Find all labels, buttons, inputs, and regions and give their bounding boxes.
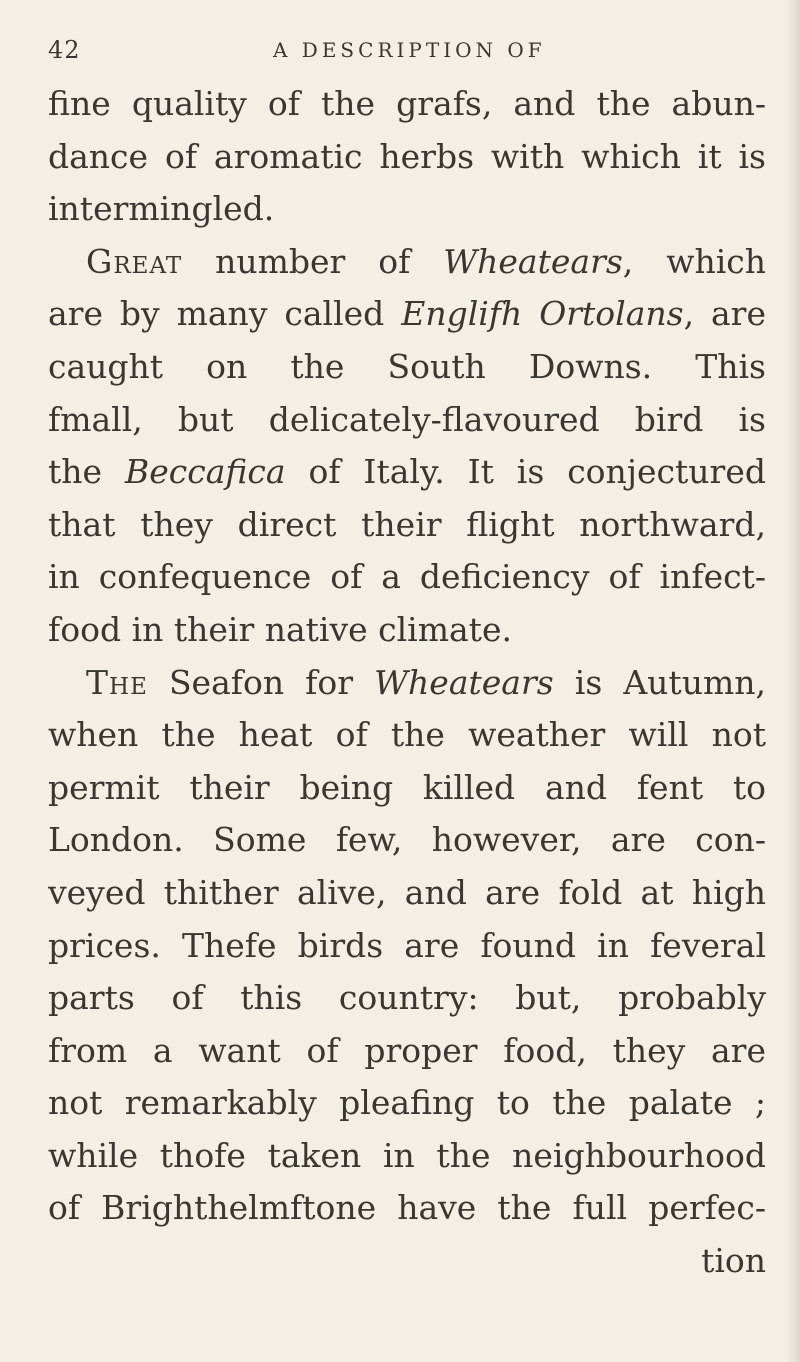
text-line: intermingled. bbox=[48, 189, 275, 229]
text-line: veyed thither alive, and are fold at high bbox=[48, 872, 766, 912]
text-line: from a want of proper food, they are bbox=[48, 1030, 766, 1070]
text-line: in confequence of a deficiency of infect- bbox=[48, 557, 766, 597]
text-span: of Italy. It is conjectured bbox=[285, 452, 766, 492]
text-line: of Brighthelmftone have the full perfec- bbox=[48, 1188, 766, 1228]
paragraph-start-line bbox=[48, 236, 766, 289]
text-span: is Autumn, bbox=[553, 662, 766, 702]
text-span: are by many called bbox=[48, 294, 402, 334]
text-line bbox=[48, 288, 766, 341]
page-header bbox=[48, 36, 768, 76]
text-line: fine quality of the grafs, and the abun- bbox=[48, 84, 766, 123]
italic-phrase: Englifh Ortolans bbox=[401, 294, 684, 334]
paragraph-start-line bbox=[48, 657, 766, 710]
italic-word: Wheatears bbox=[443, 241, 623, 281]
text-line: permit their being killed and fent to bbox=[48, 767, 766, 807]
italic-word: Wheatears bbox=[374, 662, 554, 702]
italic-word: Beccafica bbox=[124, 452, 286, 492]
text-line: while thofe taken in the neighbourhood bbox=[48, 1135, 766, 1175]
text-line: parts of this country: but, probably bbox=[48, 978, 766, 1018]
text-span: Seafon for bbox=[147, 662, 375, 702]
text-line: prices. Thefe birds are found in feveral bbox=[48, 925, 766, 965]
running-head: A DESCRIPTION OF bbox=[273, 38, 546, 62]
page-number: 42 bbox=[48, 36, 81, 64]
text-line: not remarkably pleafing to the palate ; bbox=[48, 1083, 766, 1123]
text-line: when the heat of the weather will not bbox=[48, 715, 766, 755]
text-line: fmall, but delicately-flavoured bird is bbox=[48, 399, 766, 439]
text-line: that they direct their flight northward, bbox=[48, 504, 766, 544]
text-line: London. Some few, however, are con- bbox=[48, 820, 766, 860]
text-line: caught on the South Downs. This bbox=[48, 346, 766, 386]
page-edge-shadow bbox=[786, 0, 800, 1362]
small-caps-word: Great bbox=[86, 241, 183, 281]
text-span: the bbox=[48, 452, 125, 492]
text-line: food in their native climate. bbox=[48, 609, 512, 649]
text-line: dance of aromatic herbs with which it is bbox=[48, 136, 766, 176]
catchword: tion bbox=[701, 1241, 766, 1281]
body-text bbox=[48, 78, 766, 1288]
text-span: , which bbox=[622, 241, 766, 281]
text-span: , are bbox=[683, 294, 766, 334]
text-span: number of bbox=[182, 241, 444, 281]
small-caps-word: The bbox=[86, 662, 148, 702]
text-line bbox=[48, 446, 766, 499]
